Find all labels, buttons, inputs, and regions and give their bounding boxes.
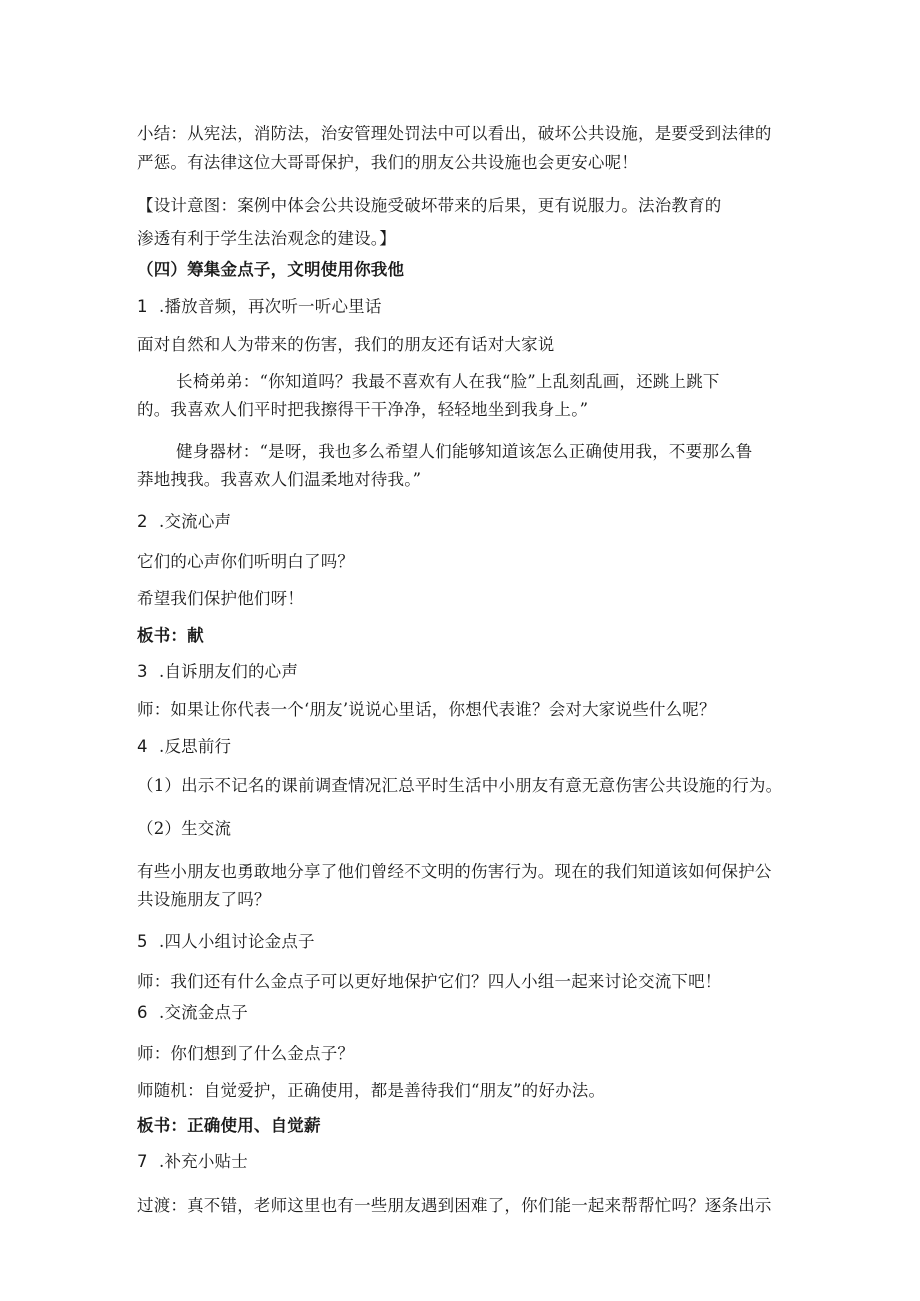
step-4: [137, 737, 231, 757]
heart-hope: 希望我们保护他们呀！: [137, 589, 304, 608]
step-label: .反思前行: [159, 737, 232, 756]
step-number: 5: [137, 932, 148, 951]
step-label: .交流金点子: [159, 1003, 248, 1022]
reflect-item-2: （2）生交流: [137, 819, 232, 838]
step-number: 6: [137, 1003, 148, 1022]
transition-line: 过渡：真不错，老师这里也有一些朋友遇到困难了，你们能一起来帮帮忙吗？逐条出示: [137, 1196, 772, 1215]
fitness-quote-line-1: 健身器材：“是呀，我也多么希望人们能够知道该怎么正确使用我，不要那么鲁: [176, 442, 753, 461]
bench-quote-line-1: 长椅弟弟：“你知道吗？我最不喜欢有人在我“脸”上乱刻乱画，还跳上跳下: [176, 372, 720, 391]
summary-line-2: 严惩。有法律这位大哥哥保护，我们的朋友公共设施也会更安心呢！: [137, 153, 638, 172]
step-number: 2: [137, 512, 148, 531]
step-label: .交流心声: [159, 512, 232, 531]
teacher-follow-up: 师随机：自觉爱护，正确使用，都是善待我们“朋友”的好办法。: [137, 1081, 606, 1100]
audio-intro: 面对自然和人为带来的伤害，我们的朋友还有话对大家说: [137, 335, 555, 354]
step-number: 3: [137, 662, 148, 681]
design-intent-line-2: 渗透有利于学生法治观念的建设。】: [137, 229, 396, 248]
bench-quote-line-2: 的。我喜欢人们平时把我擦得干干净净，轻轻地坐到我身上。”: [137, 400, 589, 419]
share-line-1: 有些小朋友也勇敢地分享了他们曾经不文明的伤害行为。现在的我们知道该如何保护公: [137, 862, 772, 881]
step-label: .四人小组讨论金点子: [159, 932, 315, 951]
reflect-item-1: （1）出示不记名的课前调查情况汇总平时生活中小朋友有意无意伤害公共设施的行为。: [137, 776, 783, 795]
step-7: [137, 1152, 248, 1172]
heart-question: 它们的心声你们听明白了吗？: [137, 552, 355, 571]
board-note-2: 板书：正确使用、自觉薪: [137, 1116, 321, 1135]
teacher-question-6: 师：你们想到了什么金点子？: [137, 1044, 355, 1063]
step-number: 1: [137, 297, 148, 316]
summary-line-1: 小结：从宪法，消防法，治安管理处罚法中可以看出，破坏公共设施，是要受到法律的: [137, 124, 772, 143]
step-1: [137, 297, 382, 317]
fitness-quote-line-2: 莽地拽我。我喜欢人们温柔地对待我。”: [137, 470, 422, 489]
step-6: [137, 1003, 248, 1023]
board-note-1: 板书：献: [137, 626, 204, 645]
teacher-question-3: 师：如果让你代表一个‘朋友’说说心里话，你想代表谁？会对大家说些什么呢？: [137, 700, 716, 719]
step-label: .补充小贴士: [159, 1152, 248, 1171]
step-label: .播放音频，再次听一听心里话: [159, 297, 382, 316]
step-3: [137, 662, 298, 682]
step-2: [137, 512, 231, 532]
step-5: [137, 932, 315, 952]
share-line-2: 共设施朋友了吗？: [137, 890, 271, 909]
teacher-question-5: 师：我们还有什么金点子可以更好地保护它们？四人小组一起来讨论交流下吧！: [137, 972, 722, 991]
step-label: .自诉朋友们的心声: [159, 662, 299, 681]
section-heading: （四）筹集金点子，文明使用你我他: [137, 260, 405, 279]
step-number: 7: [137, 1152, 148, 1171]
step-number: 4: [137, 737, 148, 756]
design-intent-line-1: 【设计意图：案例中体会公共设施受破坏带来的后果，更有说服力。法治教育的: [137, 196, 722, 215]
